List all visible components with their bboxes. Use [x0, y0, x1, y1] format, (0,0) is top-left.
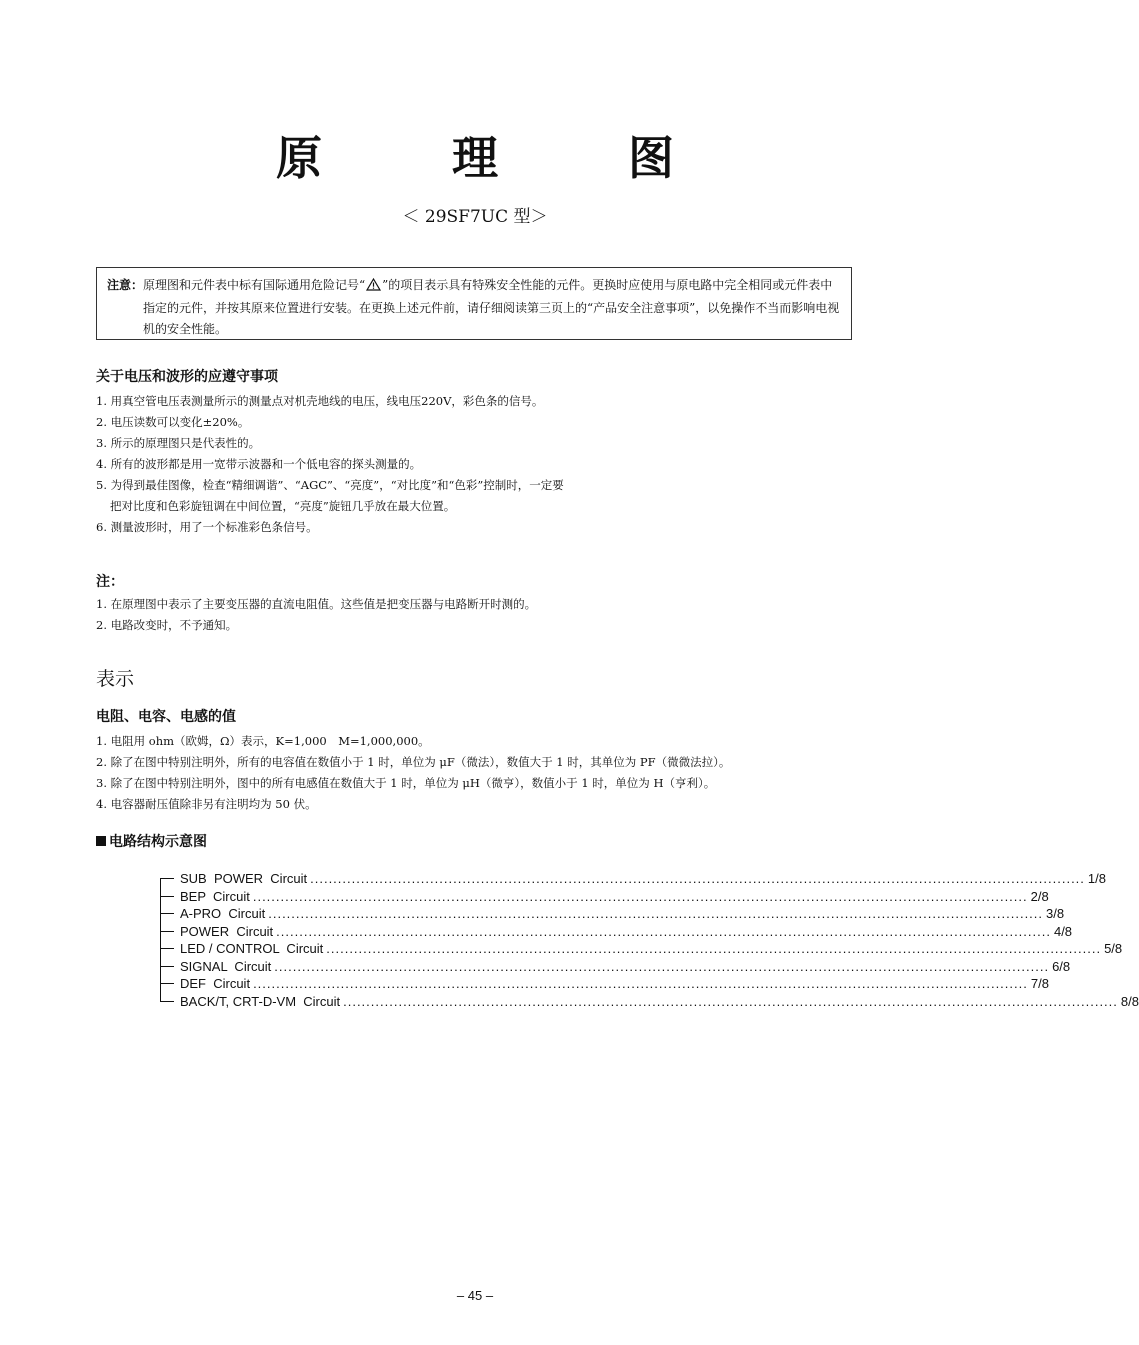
toc-leader-dots: ........................................................................................................................................................................ [268, 906, 1044, 921]
toc-leader-dots: ........................................................................................................................................................................ [252, 888, 1028, 904]
notes-section-heading: 注： [96, 574, 124, 590]
safety-notice-box [96, 267, 852, 340]
toc-leader-dots: ........................................................................................................................................................................ [310, 871, 1085, 886]
toc-label: LED / CONTROL Circuit [180, 941, 324, 956]
circuit-section-heading [96, 831, 207, 851]
notice-text-part-2: ”的项目表示具有特殊安全性能的元件。更换时应使用与原电路中完全相同或元件表中指定的元件，并按其原来位置进行安装。在更换上述元件前，请仔细阅读第三页上的“产品安全注意事项”，以免操作不当而影响电视机的安全性能。 [143, 278, 840, 336]
toc-page: 3/8 [1046, 906, 1065, 921]
list-item: 3. 除了在图中特别注明外，图中的所有电感值在数值大于 1 时，单位为 μH（微亨），数值小于 1 时，单位为 H（亨利）。 [96, 776, 716, 790]
circuit-heading-text: 电路结构示意图 [109, 834, 207, 850]
toc-page: 1/8 [1087, 871, 1106, 886]
display-list [96, 731, 730, 815]
toc-label: BEP Circuit [180, 888, 250, 904]
toc-page: 6/8 [1052, 958, 1071, 974]
notice-label: 注意： [107, 278, 144, 292]
list-item: 2. 电路改变时，不予通知。 [96, 618, 238, 632]
toc-row [160, 958, 1071, 976]
toc-row [160, 870, 1106, 888]
page-title: 原 理 图 [276, 131, 716, 185]
toc-page: 8/8 [1120, 993, 1139, 1009]
list-item: 3. 所示的原理图只是代表性的。 [96, 436, 261, 450]
toc-page: 5/8 [1104, 941, 1123, 956]
display-subheading: 电阻、电容、电感的值 [96, 709, 236, 725]
display-section-heading: 表示 [96, 668, 135, 690]
toc-row [160, 993, 1139, 1011]
notice-text [143, 275, 842, 340]
page-number: – 45 – [456, 1288, 494, 1303]
toc-page: 4/8 [1053, 923, 1073, 939]
toc-row [160, 888, 1049, 906]
toc-leader-dots: ........................................................................................................................................................................ [276, 923, 1051, 939]
toc-leader-dots: ........................................................................................................................................................................ [253, 976, 1028, 991]
toc-label: SIGNAL Circuit [180, 958, 272, 974]
toc-row [160, 923, 1073, 941]
toc-row [160, 940, 1123, 958]
list-item: 1. 电阻用 ohm（欧姆，Ω）表示，K=1,000 M=1,000,000。 [96, 734, 430, 748]
list-item: 4. 电容器耐压值除非另有注明均为 50 伏。 [96, 797, 317, 811]
model-subtitle: ＜ 29SF7UC 型＞ [402, 207, 548, 227]
toc-row [160, 905, 1065, 923]
toc-label: A-PRO Circuit [180, 906, 266, 921]
toc-label: BACK/T, CRT-D-VM Circuit [180, 993, 341, 1009]
warning-triangle-icon [366, 277, 381, 298]
notice-text-part-1: 原理图和元件表中标有国际通用危险记号“ [143, 278, 366, 292]
voltage-list [96, 391, 564, 538]
list-item: 4. 所有的波形都是用一宽带示波器和一个低电容的探头测量的。 [96, 457, 422, 471]
toc-leader-dots: ........................................................................................................................................................................ [274, 958, 1050, 974]
toc-label: DEF Circuit [180, 976, 251, 991]
toc-leader-dots: ........................................................................................................................................................................ [343, 993, 1118, 1009]
list-item: 把对比度和色彩旋钮调在中间位置，“亮度”旋钮几乎放在最大位置。 [110, 499, 456, 513]
notes-list [96, 594, 536, 636]
toc-leader-dots: ........................................................................................................................................................................ [326, 941, 1102, 956]
list-item: 1. 在原理图中表示了主要变压器的直流电阻值。这些值是把变压器与电路断开时测的。 [96, 597, 537, 611]
list-item: 5. 为得到最佳图像，检查“精细调谐”、“AGC”、“亮度”，“对比度”和“色彩”控制时，一定要 [96, 478, 564, 492]
voltage-section-heading: 关于电压和波形的应遵守事项 [96, 369, 278, 385]
toc-row [160, 975, 1049, 993]
toc-label: SUB POWER Circuit [180, 871, 308, 886]
list-item: 2. 电压读数可以变化±20%。 [96, 415, 250, 429]
list-item: 2. 除了在图中特别注明外，所有的电容值在数值小于 1 时，单位为 μF（微法），数值大于 1 时，其单位为 PF（微微法拉）。 [96, 755, 731, 769]
black-square-icon [96, 836, 106, 846]
toc-page: 2/8 [1030, 888, 1049, 904]
circuit-toc [160, 870, 1139, 1010]
list-item: 1. 用真空管电压表测量所示的测量点对机壳地线的电压，线电压220V，彩色条的信号。 [96, 394, 544, 408]
list-item: 6. 测量波形时，用了一个标准彩色条信号。 [96, 520, 318, 534]
toc-page: 7/8 [1030, 976, 1049, 991]
toc-label: POWER Circuit [180, 923, 274, 939]
